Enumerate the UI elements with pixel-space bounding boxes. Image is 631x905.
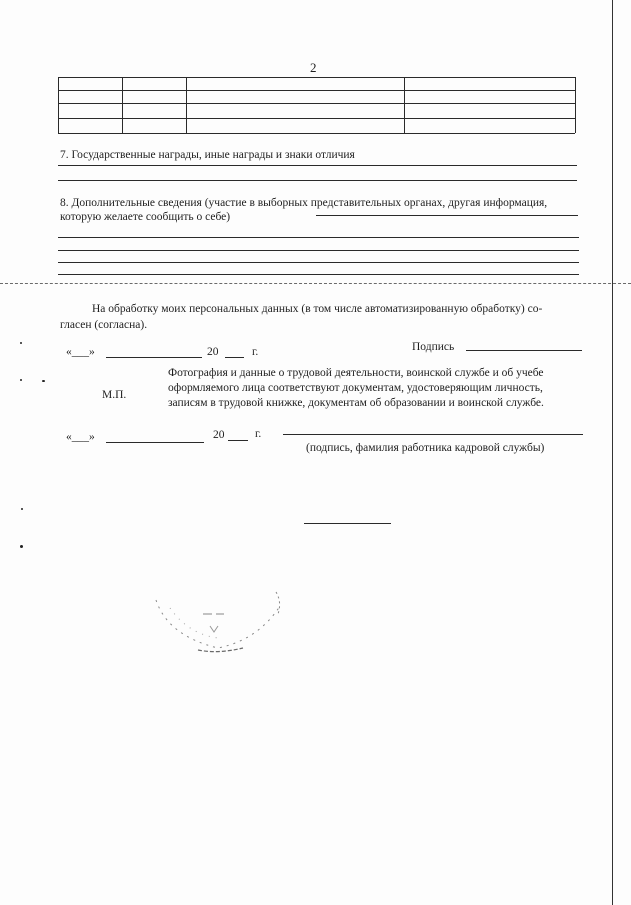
month-field[interactable]: [106, 357, 202, 358]
section-8-heading: 8. Дополнительные сведения (участие в выборных представительных органах, другая информация,: [60, 197, 548, 209]
hr-signature-field[interactable]: [283, 434, 583, 435]
stamp-label: М.П.: [102, 389, 127, 401]
consent-text: На обработку моих персональных данных (в том числе автоматизированную обработку) со-: [92, 303, 543, 315]
scan-speck: [21, 508, 23, 510]
verification-text-2: оформляемого лица соответствуют документам, удостоверяющим личность,: [168, 382, 543, 394]
scan-speck: [42, 380, 45, 382]
day-field-2: «___»: [66, 431, 95, 443]
verification-text: Фотография и данные о трудовой деятельности, воинской службе и об учебе: [168, 367, 544, 379]
consent-text-cont: гласен (согласна).: [60, 319, 148, 331]
verification-text-3: записям в трудовой книжке, документам об образовании и воинской службе.: [168, 397, 544, 409]
hr-signature-caption: (подпись, фамилия работника кадровой службы): [306, 442, 545, 454]
year-suffix-2: г.: [255, 428, 262, 440]
section-8-line[interactable]: [58, 262, 579, 263]
section-8-line[interactable]: [58, 250, 579, 251]
section-7-line[interactable]: [58, 165, 577, 166]
stamp-impression: [148, 578, 288, 658]
year-suffix: г.: [252, 346, 259, 358]
scan-edge: [612, 0, 613, 905]
section-8-heading-cont: которую желаете сообщить о себе): [60, 211, 231, 223]
signature-label: Подпись: [412, 341, 455, 353]
scan-speck: [20, 342, 22, 344]
scan-speck: [20, 379, 22, 381]
year-field-2[interactable]: [228, 440, 248, 441]
section-8-line[interactable]: [316, 215, 578, 216]
year-prefix: 20: [207, 346, 219, 358]
signature-field[interactable]: [466, 350, 582, 351]
section-7-heading: 7. Государственные награды, иные награды и знаки отличия: [60, 149, 355, 161]
section-7-line[interactable]: [58, 180, 577, 181]
month-field-2[interactable]: [106, 442, 204, 443]
section-8-line[interactable]: [58, 237, 579, 238]
scan-speck: [20, 545, 23, 548]
year-prefix-2: 20: [213, 429, 225, 441]
page-number: 2: [310, 60, 317, 75]
year-field[interactable]: [225, 357, 244, 358]
short-line: [304, 523, 391, 524]
section-8-line[interactable]: [58, 274, 579, 275]
cut-line: [0, 283, 631, 284]
day-field: «___»: [66, 346, 95, 358]
